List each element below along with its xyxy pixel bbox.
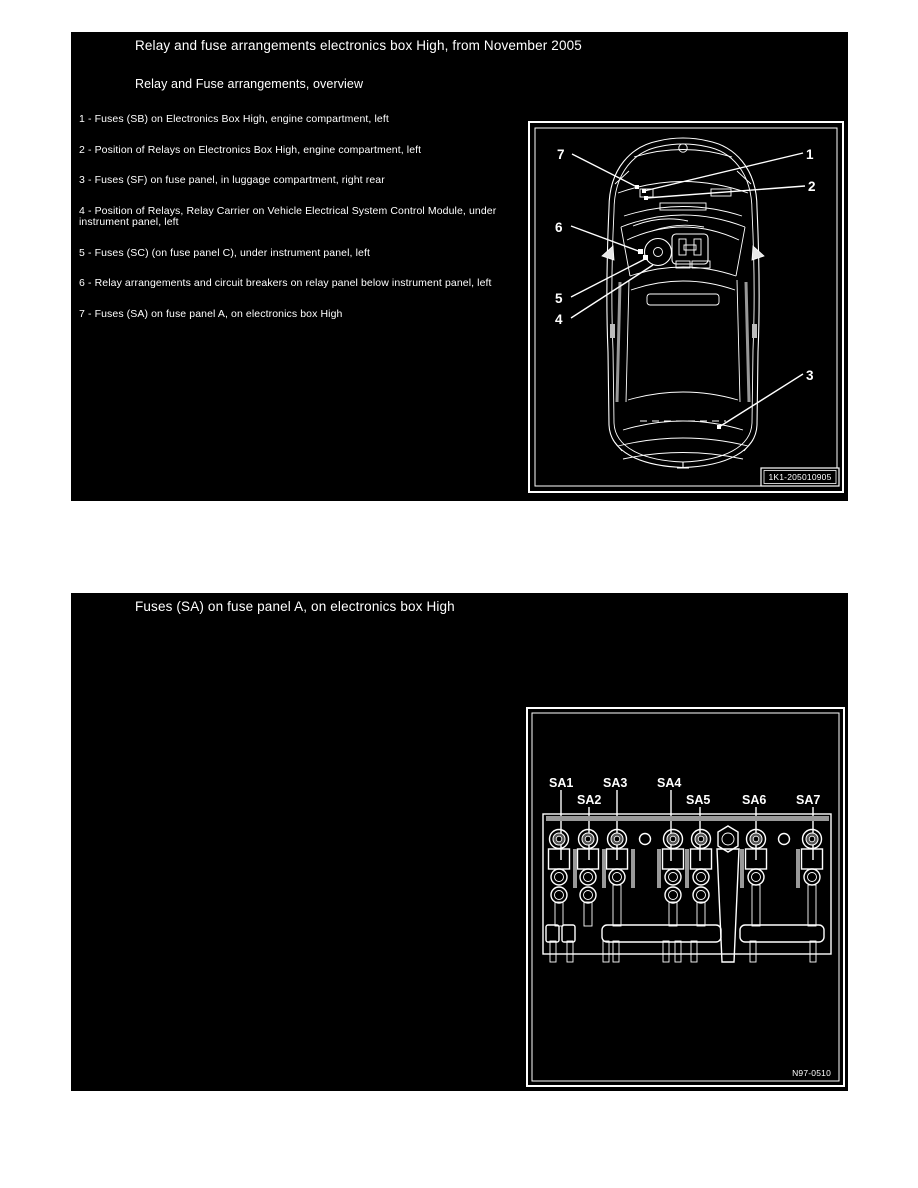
steering-wheel	[645, 239, 672, 266]
label-sa1: SA1	[549, 776, 574, 790]
spare-hole-left	[640, 834, 651, 845]
callout-leaders	[571, 153, 805, 429]
fuse-panel-a-diagram	[525, 706, 846, 1088]
callout-5: 5	[555, 291, 563, 306]
label-sa4: SA4	[657, 776, 682, 790]
top-rail	[546, 816, 829, 821]
legend-item-5: 5 - Fuses (SC) (on fuse panel C), under instrument panel, left	[79, 246, 370, 259]
legend-item-1: 1 - Fuses (SB) on Electronics Box High, engine compartment, left	[79, 113, 389, 125]
left-b-pillar	[610, 324, 615, 338]
label-sa5: SA5	[686, 793, 711, 807]
wire-tails	[555, 885, 816, 926]
spare-hole-right	[779, 834, 790, 845]
fuses-sa-section	[71, 593, 848, 1091]
callout-2: 2	[808, 179, 816, 194]
legend-item-3: 3 - Fuses (SF) on fuse panel, in luggage compartment, right rear	[79, 174, 385, 186]
legend-item-7: 7 - Fuses (SA) on fuse panel A, on electronics box High	[79, 307, 343, 320]
label-sa6: SA6	[742, 793, 767, 807]
figure-border-outer	[529, 122, 843, 492]
relay-fuse-overview-section	[71, 32, 848, 501]
bus-bars	[546, 925, 824, 942]
section-title: Relay and fuse arrangements electronics box High, from November 2005	[135, 38, 582, 53]
callout-1: 1	[806, 147, 814, 162]
center-console	[672, 234, 710, 268]
figure-border-outer	[527, 708, 844, 1086]
legend-item-4: 4 - Position of Relays, Relay Carrier on Vehicle Electrical System Control Module, under instrument panel, left	[79, 204, 497, 228]
figure-ref-label	[761, 468, 839, 486]
car-top-view-diagram	[527, 120, 845, 494]
figure-ref-text-2: N97-0510	[792, 1068, 831, 1078]
bottom-stubs	[550, 941, 816, 962]
legend-item-6: 6 - Relay arrangements and circuit breakers on relay panel below instrument panel, left	[79, 277, 492, 289]
legend-item-2: 2 - Position of Relays on Electronics Box High, engine compartment, left	[79, 143, 422, 156]
fuse-strip-assembly	[543, 814, 831, 962]
figure-border-inner	[532, 713, 839, 1081]
label-sa2: SA2	[577, 793, 602, 807]
callout-4: 4	[555, 312, 563, 327]
callout-3: 3	[806, 368, 814, 383]
label-sa3: SA3	[603, 776, 628, 790]
callout-7: 7	[557, 147, 565, 162]
section-subtitle: Relay and Fuse arrangements, overview	[135, 77, 364, 91]
right-b-pillar	[752, 324, 757, 338]
figure-ref-text: 1K1-205010905	[768, 472, 832, 482]
hex-bolt-terminal	[717, 826, 739, 962]
callout-6: 6	[555, 220, 563, 235]
label-sa7: SA7	[796, 793, 821, 807]
top-terminals	[550, 830, 822, 849]
section-title-2: Fuses (SA) on fuse panel A, on electronics box High	[135, 599, 455, 614]
brand-emblem	[679, 144, 687, 152]
car-body	[602, 138, 764, 468]
legend-list	[79, 114, 531, 339]
